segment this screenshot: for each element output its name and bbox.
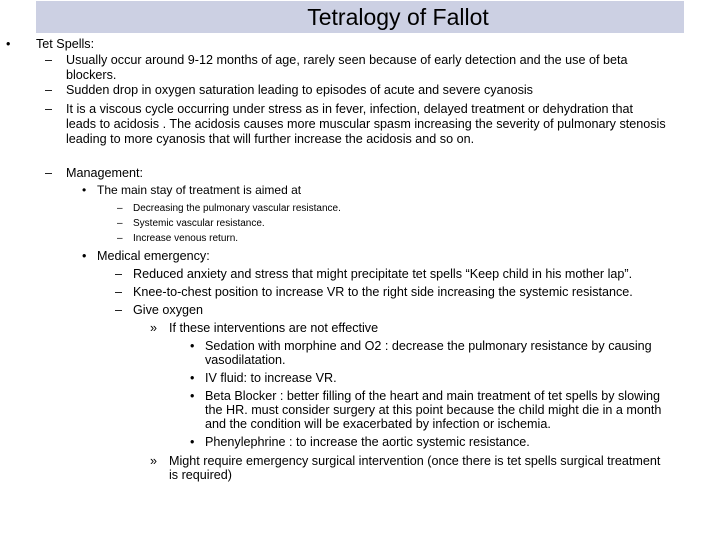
dash-bullet: –	[45, 53, 53, 67]
emergency-item-3: Give oxygen	[133, 303, 204, 317]
main-stay-item-3: Increase venous return.	[133, 233, 239, 244]
dash-bullet: –	[115, 303, 123, 317]
level3-bullet: •	[82, 183, 87, 197]
level5-bullet: •	[190, 339, 195, 353]
emergency-item-2: Knee-to-chest position to increase VR to the right side increasing the systemic resistance.	[133, 285, 633, 299]
if-not-effective: If these interventions are not effective	[169, 321, 379, 335]
raquo-bullet: »	[150, 321, 158, 335]
dash-bullet: –	[45, 166, 53, 180]
main-stay-item-2: Systemic vascular resistance.	[133, 218, 265, 229]
tet-point-2-line-1: Sudden drop in oxygen saturation leading to episodes of acute and severe cyanosis	[66, 83, 533, 97]
intervention-1-line-2: vasodilatation.	[205, 353, 286, 367]
tet-point-1-line-2: blockers.	[66, 68, 117, 82]
medical-emergency-heading: Medical emergency:	[97, 249, 210, 263]
dash-bullet: –	[117, 203, 123, 214]
intervention-3-line-2: the HR. must consider surgery at this point because the child might die in a month	[205, 403, 662, 417]
level5-bullet: •	[190, 435, 195, 449]
tet-spells-heading: Tet Spells:	[36, 37, 95, 51]
intervention-3-line-1: Beta Blocker : better filling of the heart and main treatment of tet spells by slowing	[205, 389, 661, 403]
intervention-3-line-3: and the condition will be exacerbated by infection or ischemia.	[205, 417, 551, 431]
management-heading: Management:	[66, 166, 144, 180]
dash-bullet: –	[117, 233, 123, 244]
dash-bullet: –	[117, 218, 123, 229]
dash-bullet: –	[45, 83, 53, 97]
level3-bullet: •	[82, 249, 87, 263]
dash-bullet: –	[45, 102, 53, 116]
level5-bullet: •	[190, 371, 195, 385]
tet-point-3-line-1: It is a viscous cycle occurring under stress as in fever, infection, delayed treatment or dehydration that	[66, 102, 634, 116]
tet-point-3-line-3: leading to more cyanosis that will further increase the acidosis and so on.	[66, 132, 475, 146]
surgical-line-1: Might require emergency surgical intervention (once there is tet spells surgical treatment	[169, 454, 661, 468]
emergency-item-1: Reduced anxiety and stress that might precipitate tet spells “Keep child in his mother lap”.	[133, 267, 633, 281]
raquo-bullet: »	[150, 454, 158, 468]
intervention-1-line-1: Sedation with morphine and O2 : decrease the pulmonary resistance by causing	[205, 339, 652, 353]
main-stay-text: The main stay of treatment is aimed at	[97, 183, 302, 197]
tet-point-3-line-2: leads to acidosis . The acidosis causes more muscular spasm increasing the severity of pulmonary stenosis	[66, 117, 666, 131]
slide-title: Tetralogy of Fallot	[307, 4, 489, 30]
surgical-line-2: is required)	[169, 468, 232, 482]
intervention-4-line-1: Phenylephrine : to increase the aortic systemic resistance.	[205, 435, 530, 449]
level5-bullet: •	[190, 389, 195, 403]
main-stay-item-1: Decreasing the pulmonary vascular resistance.	[133, 203, 341, 214]
dash-bullet: –	[115, 267, 123, 281]
tet-point-1-line-1: Usually occur around 9-12 months of age, rarely seen because of early detection and the use of beta	[66, 53, 628, 67]
intervention-2-line-1: IV fluid: to increase VR.	[205, 371, 337, 385]
dash-bullet: –	[115, 285, 123, 299]
level1-bullet: •	[6, 37, 11, 51]
